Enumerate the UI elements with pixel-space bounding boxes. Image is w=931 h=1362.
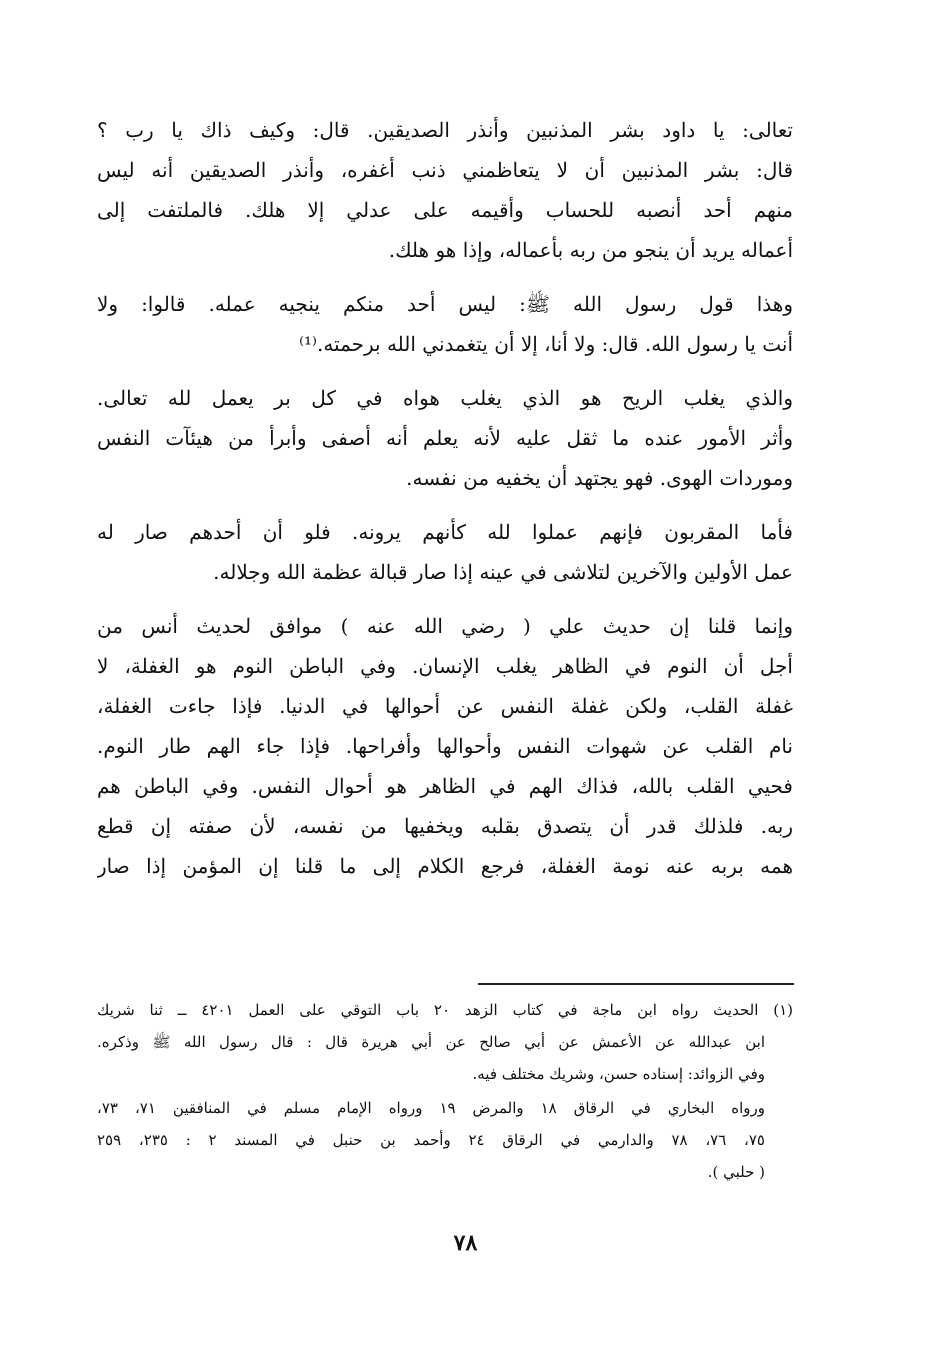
page-number: ٧٨ — [453, 1230, 478, 1256]
footnote-line: ٧٥، ٧٦، ٧٨ والدارمي في الرقاق ٢٤ وأحمد بن حنبل في المسند ٢ : ٢٣٥، ٢٥٩ — [97, 1131, 765, 1149]
text-line: قال: بشر المذنبين أن لا يتعاظمني ذنب أغفره، وأنذر الصديقين أنه ليس — [97, 158, 793, 182]
paragraph-1 — [97, 110, 793, 270]
main-text — [97, 110, 793, 900]
paragraph-2 — [97, 284, 793, 364]
footnote-line: (١) الحديث رواه ابن ماجة في كتاب الزهد ٢٠ باب التوقي على العمل ٤٢٠١ ــ ثنا شريك — [97, 1001, 793, 1019]
text-line: أجل أن النوم في الظاهر يغلب الإنسان. وفي الباطن النوم هو الغفلة، لا — [97, 654, 793, 678]
text-line: أنت يا رسول الله. قال: ولا أنا، إلا أن يتغمدني الله برحمته.⁽¹⁾ — [299, 332, 793, 356]
footnote-line: ( حلبي ). — [707, 1163, 765, 1181]
text-line: نام القلب عن شهوات النفس وأحوالها وأفراحها. فإذا جاء الهم طار النوم. — [97, 734, 793, 758]
text-line: همه بربه عنه نومة الغفلة، فرجع الكلام إلى ما قلنا إن المؤمن إذا صار — [97, 854, 793, 878]
footnote-line: ابن عبدالله عن الأعمش عن أبي صالح عن أبي هريرة قال : قال رسول الله ﷺ وذكره. — [97, 1033, 765, 1051]
text-line: عمل الأولين والآخرين لتلاشى في عينه إذا صار قبالة عظمة الله وجلاله. — [213, 560, 793, 584]
text-line: والذي يغلب الريح هو الذي يغلب هواه في كل بر يعمل لله تعالى. — [97, 386, 793, 410]
footnote-divider — [478, 983, 794, 985]
text-line: ربه. فلذلك قدر أن يتصدق بقلبه ويخفيها من نفسه، لأن صفته إن قطع — [97, 814, 793, 838]
text-line: فحيي القلب بالله، فذاك الهم في الظاهر هو أحوال النفس. وفي الباطن هم — [97, 774, 793, 798]
text-line: أعماله يريد أن ينجو من ربه بأعماله، وإذا هو هلك. — [388, 238, 793, 262]
text-line: وأثر الأمور عنده ما ثقل عليه لأنه يعلم أنه أصفى وأبرأ من هيئآت النفس — [97, 426, 793, 450]
text-line: منهم أحد أنصبه للحساب وأقيمه على عدلي إلا هلك. فالملتفت إلى — [97, 198, 793, 222]
text-line: وموردات الهوى. فهو يجتهد أن يخفيه من نفسه. — [406, 466, 793, 490]
footnote-line: ورواه البخاري في الرقاق ١٨ والمرض ١٩ ورواه الإمام مسلم في المنافقين ٧١، ٧٣، — [97, 1099, 765, 1117]
footnotes — [97, 994, 793, 1188]
paragraph-5 — [97, 606, 793, 886]
footnote-line: وفي الزوائد: إسناده حسن، وشريك مختلف فيه. — [472, 1065, 765, 1083]
text-line: وهذا قول رسول الله ﷺ: ليس أحد منكم ينجيه عمله. قالوا: ولا — [97, 292, 793, 316]
paragraph-4 — [97, 512, 793, 592]
text-line: فأما المقربون فإنهم عملوا لله كأنهم يرونه. فلو أن أحدهم صار له — [97, 520, 793, 544]
text-line: غفلة القلب، ولكن غفلة النفس عن أحوالها في الدنيا. فإذا جاءت الغفلة، — [97, 694, 793, 718]
text-line: وإنما قلنا إن حديث علي ( رضي الله عنه ) موافق لحديث أنس من — [97, 614, 793, 638]
paragraph-3 — [97, 378, 793, 498]
text-line: تعالى: يا داود بشر المذنبين وأنذر الصديقين. قال: وكيف ذاك يا رب ؟ — [97, 118, 793, 142]
